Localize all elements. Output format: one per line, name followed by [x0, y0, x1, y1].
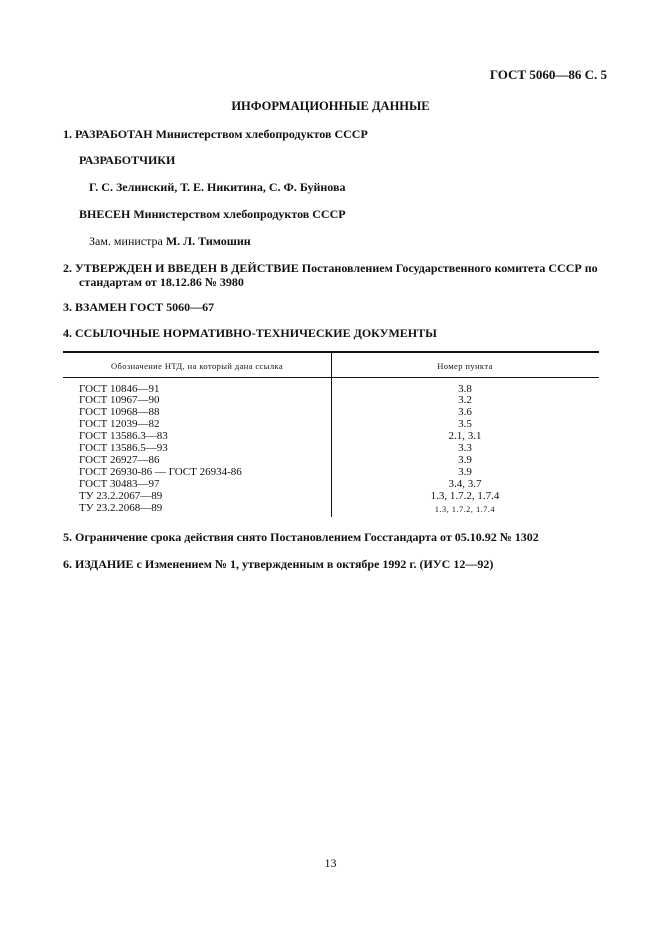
table-row-doc: ТУ 23.2.2068—89: [79, 502, 163, 514]
deputy-name: М. Л. Тимошин: [165, 234, 251, 248]
table-row-doc: ГОСТ 10967—90: [79, 394, 160, 406]
item-4: 4. ССЫЛОЧНЫЕ НОРМАТИВНО-ТЕХНИЧЕСКИЕ ДОКУМЕНТЫ: [63, 326, 437, 340]
table-row-item: 3.2: [458, 394, 472, 406]
table-row-doc: ГОСТ 10968—88: [79, 406, 160, 418]
table-row-item: 3.4, 3.7: [448, 478, 482, 490]
item-2-line-2: стандартам от 18.12.86 № 3980: [79, 275, 244, 289]
table-header-document: Обозначение НТД, на который дана ссылка: [110, 361, 284, 371]
item-1-rest: Министерством хлебопродуктов СССР: [152, 127, 368, 141]
table-row-doc: ГОСТ 13586.3—83: [79, 430, 168, 442]
introduced-rest: Министерством хлебопродуктов СССР: [130, 207, 346, 221]
deputy-minister: [89, 234, 251, 249]
table-row-item: 3.9: [458, 454, 472, 466]
introduced-by: [79, 207, 346, 222]
item-2-rest: Постановлением Государственного комитета СССР по: [298, 261, 598, 275]
developers-label: РАЗРАБОТЧИКИ: [79, 153, 176, 167]
page-header: ГОСТ 5060—86 С. 5: [489, 67, 607, 82]
table-row-doc: ГОСТ 12039—82: [79, 418, 160, 430]
table-row-item: 3.8: [458, 383, 472, 395]
table-row-item: 1.3, 1.7.2, 1.7.4: [430, 490, 500, 502]
section-title: ИНФОРМАЦИОННЫЕ ДАННЫЕ: [231, 99, 430, 113]
item-5: [63, 530, 539, 545]
table-row-item: 3.3: [458, 442, 472, 454]
table-row-item: 1.3, 1.7.2, 1.7.4: [434, 505, 496, 514]
table-row-item: 3.5: [458, 418, 472, 430]
table-row-doc: ГОСТ 30483—97: [79, 478, 160, 490]
page-number: 13: [324, 856, 337, 870]
item-2-lead: 2. УТВЕРЖДЕН И ВВЕДЕН В ДЕЙСТВИЕ: [63, 261, 299, 275]
table-row-doc: ГОСТ 26930-86 — ГОСТ 26934-86: [79, 466, 242, 478]
table-row-item: 3.9: [458, 466, 472, 478]
item-6: 6. ИЗДАНИЕ с Изменением № 1, утвержденным в октябре 1992 г. (ИУС 12—92): [63, 557, 494, 571]
item-5-lead: 5. Ограничение срока действия снято: [63, 530, 268, 544]
table-row-doc: ГОСТ 13586.5—93: [79, 442, 168, 454]
item-1-lead: 1. РАЗРАБОТАН: [63, 127, 153, 141]
table-row-item: 2.1, 3.1: [448, 430, 482, 442]
item-1: [63, 127, 368, 142]
table-row-doc: ТУ 23.2.2067—89: [79, 490, 163, 502]
item-3: 3. ВЗАМЕН ГОСТ 5060—67: [63, 300, 215, 314]
developers-names: Г. С. Зелинский, Т. Е. Никитина, С. Ф. Буйнова: [89, 180, 346, 194]
table-row-item: 3.6: [458, 406, 472, 418]
item-2-line-1: [63, 261, 598, 276]
table-header-item: Номер пункта: [437, 361, 493, 371]
introduced-lead: ВНЕСЕН: [79, 207, 131, 221]
deputy-prefix: Зам. министра: [89, 234, 166, 248]
table-row-doc: ГОСТ 10846—91: [79, 383, 160, 395]
table-row-doc: ГОСТ 26927—86: [79, 454, 160, 466]
item-5-rest: Постановлением Госстандарта от 05.10.92 № 1302: [267, 530, 539, 544]
